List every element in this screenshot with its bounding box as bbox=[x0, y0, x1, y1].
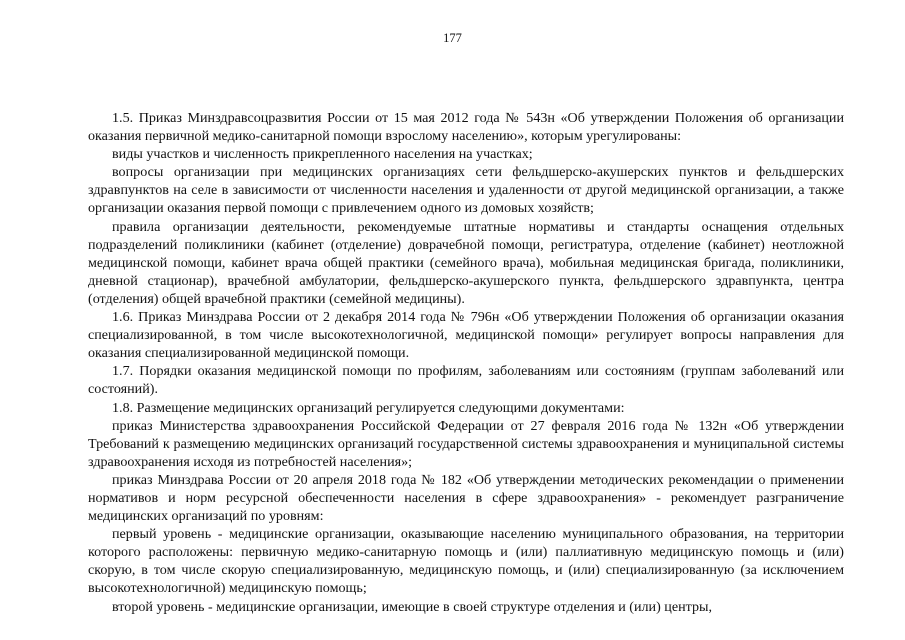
paragraph-1-6: 1.6. Приказ Минздрава России от 2 декабря 2014 года № 796н «Об утверждении Положения об организации оказания специализированной, в том числе высокотехнологичной, медицинской помощи» регулирует вопросы направления для оказания специализированной медицинской помощи. bbox=[88, 309, 844, 362]
page-number: 177 bbox=[443, 31, 462, 45]
paragraph-order-132n: приказ Министерства здравоохранения Российской Федерации от 27 февраля 2016 года № 132н «Об утверждении Требований к размещению медицинских организаций государственной системы здравоохранения и муниципальной системы здравоохранения исходя из потребностей населения»; bbox=[88, 417, 844, 470]
paragraph-first-level: первый уровень - медицинские организации, оказывающие населению муниципального образования, на территории которого расположены: первичную медико-санитарную помощь и (или) паллиативную медицинскую помощь и (или) скорую, в том числе скорую специализированную, медицинскую помощь, и (или) специализированную (за исключением высокотехнологичной) медицинскую помощь; bbox=[88, 526, 844, 597]
paragraph-order-182: приказ Минздрава России от 20 апреля 2018 года № 182 «Об утверждении методических рекомендации о применении нормативов и норм ресурсной обеспеченности населения в сфере здравоохранения» - рекомендует разграничение медицинских организаций по уровням: bbox=[88, 471, 844, 525]
paragraph-fap-questions: вопросы организации при медицинских организациях сети фельдшерско-акушерских пунктов и фельдшерских здравпунктов на селе в зависимости от численности населения и удаленности от другой медицинской организации, а также организации оказания первой помощи с привлечением одного из домовых хозяйств; bbox=[88, 164, 844, 217]
paragraph-1-8: 1.8. Размещение медицинских организаций регулируется следующими документами: bbox=[112, 399, 625, 416]
paragraph-1-5: 1.5. Приказ Минздравсоцразвития России от 15 мая 2012 года № 543н «Об утверждении Положения об организации оказания первичной медико-санитарной помощи взрослому населению», которым урегулированы: bbox=[88, 110, 844, 145]
document-body bbox=[88, 109, 844, 616]
paragraph-second-level: второй уровень - медицинские организации, имеющие в своей структуре отделения и (или) центры, bbox=[112, 598, 713, 615]
paragraph-rules: правила организации деятельности, рекомендуемые штатные нормативы и стандарты оснащения отдельных подразделений поликлиники (кабинет (отделение) доврачебной помощи, регистратура, отделение (кабинет) неотложной медицинской помощи, кабинет врача общей практики (семейного врача), мобильная медицинская бригада, поликлиники, дневной стационар), врачебной амбулатории, фельдшерско-акушерского пункта, фельдшерского здравпункта, центра (отделения) общей врачебной практики (семейной медицины). bbox=[88, 218, 844, 307]
paragraph-areas: виды участков и численность прикрепленного населения на участках; bbox=[112, 146, 533, 163]
paragraph-1-7: 1.7. Порядки оказания медицинской помощи по профилям, заболеваниям или состояниям (группам заболеваний или состояний). bbox=[88, 363, 844, 398]
